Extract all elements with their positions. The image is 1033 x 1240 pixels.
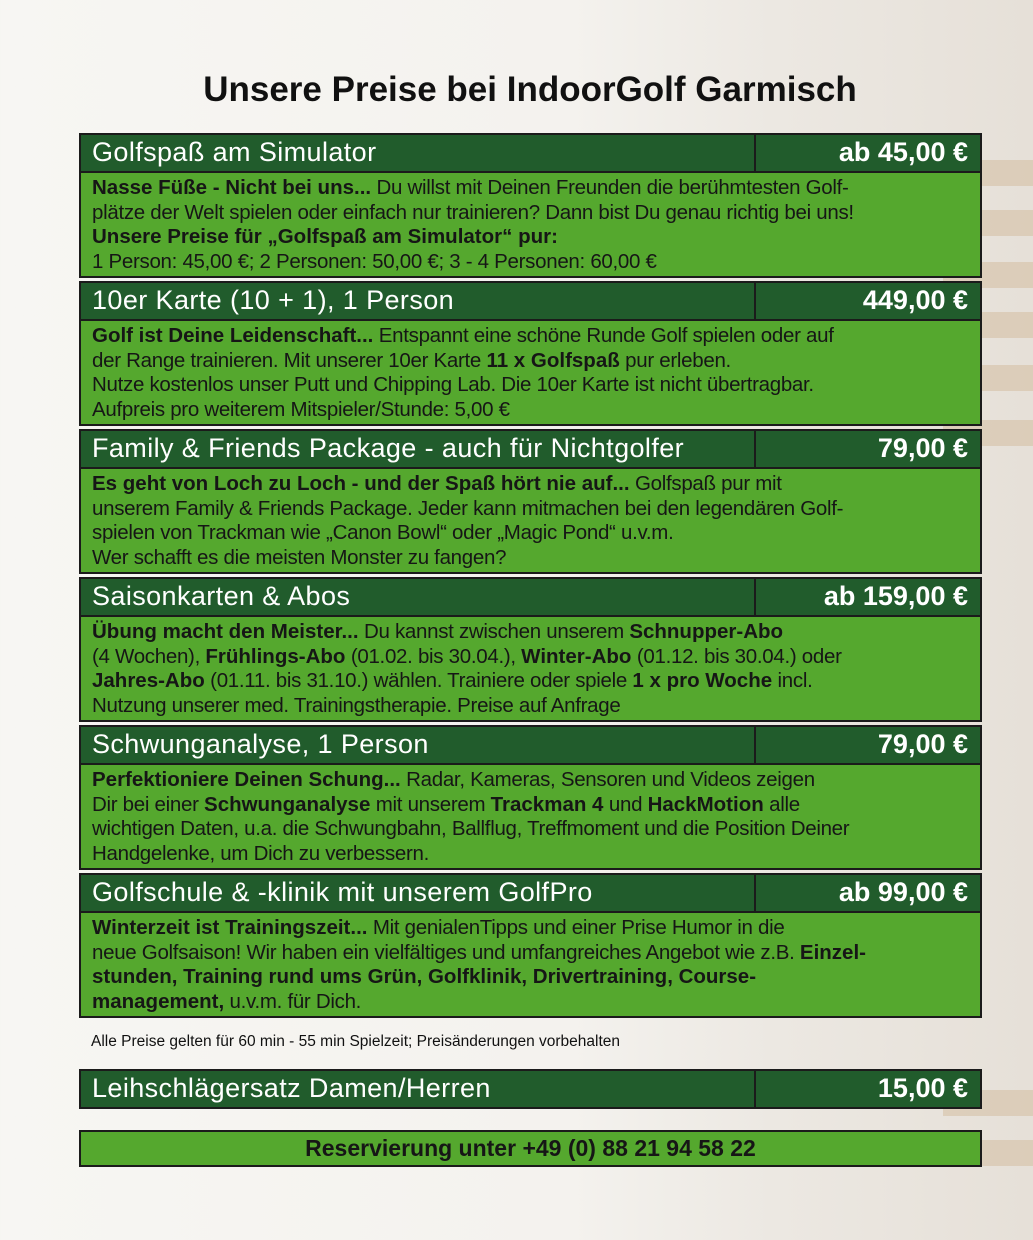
card-name: 10er Karte (10 + 1), 1 Person (81, 283, 756, 319)
card-name: Schwunganalyse, 1 Person (81, 727, 756, 763)
card-price: 79,00 € (877, 433, 968, 463)
price-card-family-friends (79, 429, 982, 574)
card-name: Family & Friends Package - auch für Nichtgolfer (81, 431, 756, 467)
card-price: ab 159,00 € (823, 581, 968, 611)
reservation-phone: Reservierung unter +49 (0) 88 21 94 58 22 (79, 1130, 982, 1167)
price-card-golfschule (79, 873, 982, 1018)
price-card-simulator (79, 133, 982, 278)
card-price: ab 45,00 € (838, 137, 968, 167)
price-card-schwunganalyse (79, 725, 982, 870)
card-price: 79,00 € (877, 729, 968, 759)
card-name: Saisonkarten & Abos (81, 579, 756, 615)
card-price: 15,00 € (877, 1073, 968, 1103)
card-description: Nasse Füße - Nicht bei uns... Du willst mit Deinen Freunden die berühmtesten Golf- plätze der Welt spielen oder einfach nur trainieren? Dann bist Du genau richtig bei uns! Unsere Preise für „Golfspaß am Simulator“ pur: 1 Person: 45,00 €; 2 Personen: 50,00 €; 3 - 4 Personen: 60,00 € (81, 173, 980, 276)
price-note: Alle Preise gelten für 60 min - 55 min Spielzeit; Preisänderungen vorbehalten (91, 1033, 621, 1050)
price-card-saisonkarten (79, 577, 982, 722)
card-price: 449,00 € (862, 285, 968, 315)
card-price: ab 99,00 € (838, 877, 968, 907)
card-name: Leihschlägersatz Damen/Herren (81, 1071, 756, 1107)
card-description: Übung macht den Meister... Du kannst zwischen unserem Schnupper-Abo (4 Wochen), Frühlings-Abo (01.02. bis 30.04.), Winter-Abo (01.12. bis 30.04.) oder Jahres-Abo (01.11. bis 31.10.) wählen. Trainiere oder spiele 1 x pro Woche incl. Nutzung unserer med. Trainingstherapie. Preise auf Anfrage (81, 617, 980, 720)
card-description: Perfektioniere Deinen Schung... Radar, Kameras, Sensoren und Videos zeigen Dir bei einer Schwunganalyse mit unserem Trackman 4 und HackMotion alle wichtigen Daten, u.a. die Schwungbahn, Ballflug, Treffmoment und die Position Deiner Handgelenke, um Dich zu verbessern. (81, 765, 980, 868)
card-name: Golfspaß am Simulator (81, 135, 756, 171)
price-card-rental (79, 1069, 982, 1109)
card-name: Golfschule & -klinik mit unserem GolfPro (81, 875, 756, 911)
card-description: Winterzeit ist Trainingszeit... Mit genialenTipps und einer Prise Humor in die neue Golfsaison! Wir haben ein vielfältiges und umfangreiches Angebot wie z.B. Einzel- stunden, Training rund ums Grün, Golfklinik, Drivertraining, Course- management, u.v.m. für Dich. (81, 913, 980, 1016)
price-card-10er-karte (79, 281, 982, 426)
page-title: Unsere Preise bei IndoorGolf Garmisch (203, 70, 857, 109)
card-description: Golf ist Deine Leidenschaft... Entspannt eine schöne Runde Golf spielen oder auf der Range trainieren. Mit unserer 10er Karte 11 x Golfspaß pur erleben. Nutze kostenlos unser Putt und Chipping Lab. Die 10er Karte ist nicht übertragbar. Aufpreis pro weiterem Mitspieler/Stunde: 5,00 € (81, 321, 980, 424)
card-description: Es geht von Loch zu Loch - und der Spaß hört nie auf... Golfspaß pur mit unserem Family & Friends Package. Jeder kann mitmachen bei den legendären Golf- spielen von Trackman wie „Canon Bowl“ oder „Magic Pond“ u.v.m. Wer schafft es die meisten Monster zu fangen? (81, 469, 980, 572)
